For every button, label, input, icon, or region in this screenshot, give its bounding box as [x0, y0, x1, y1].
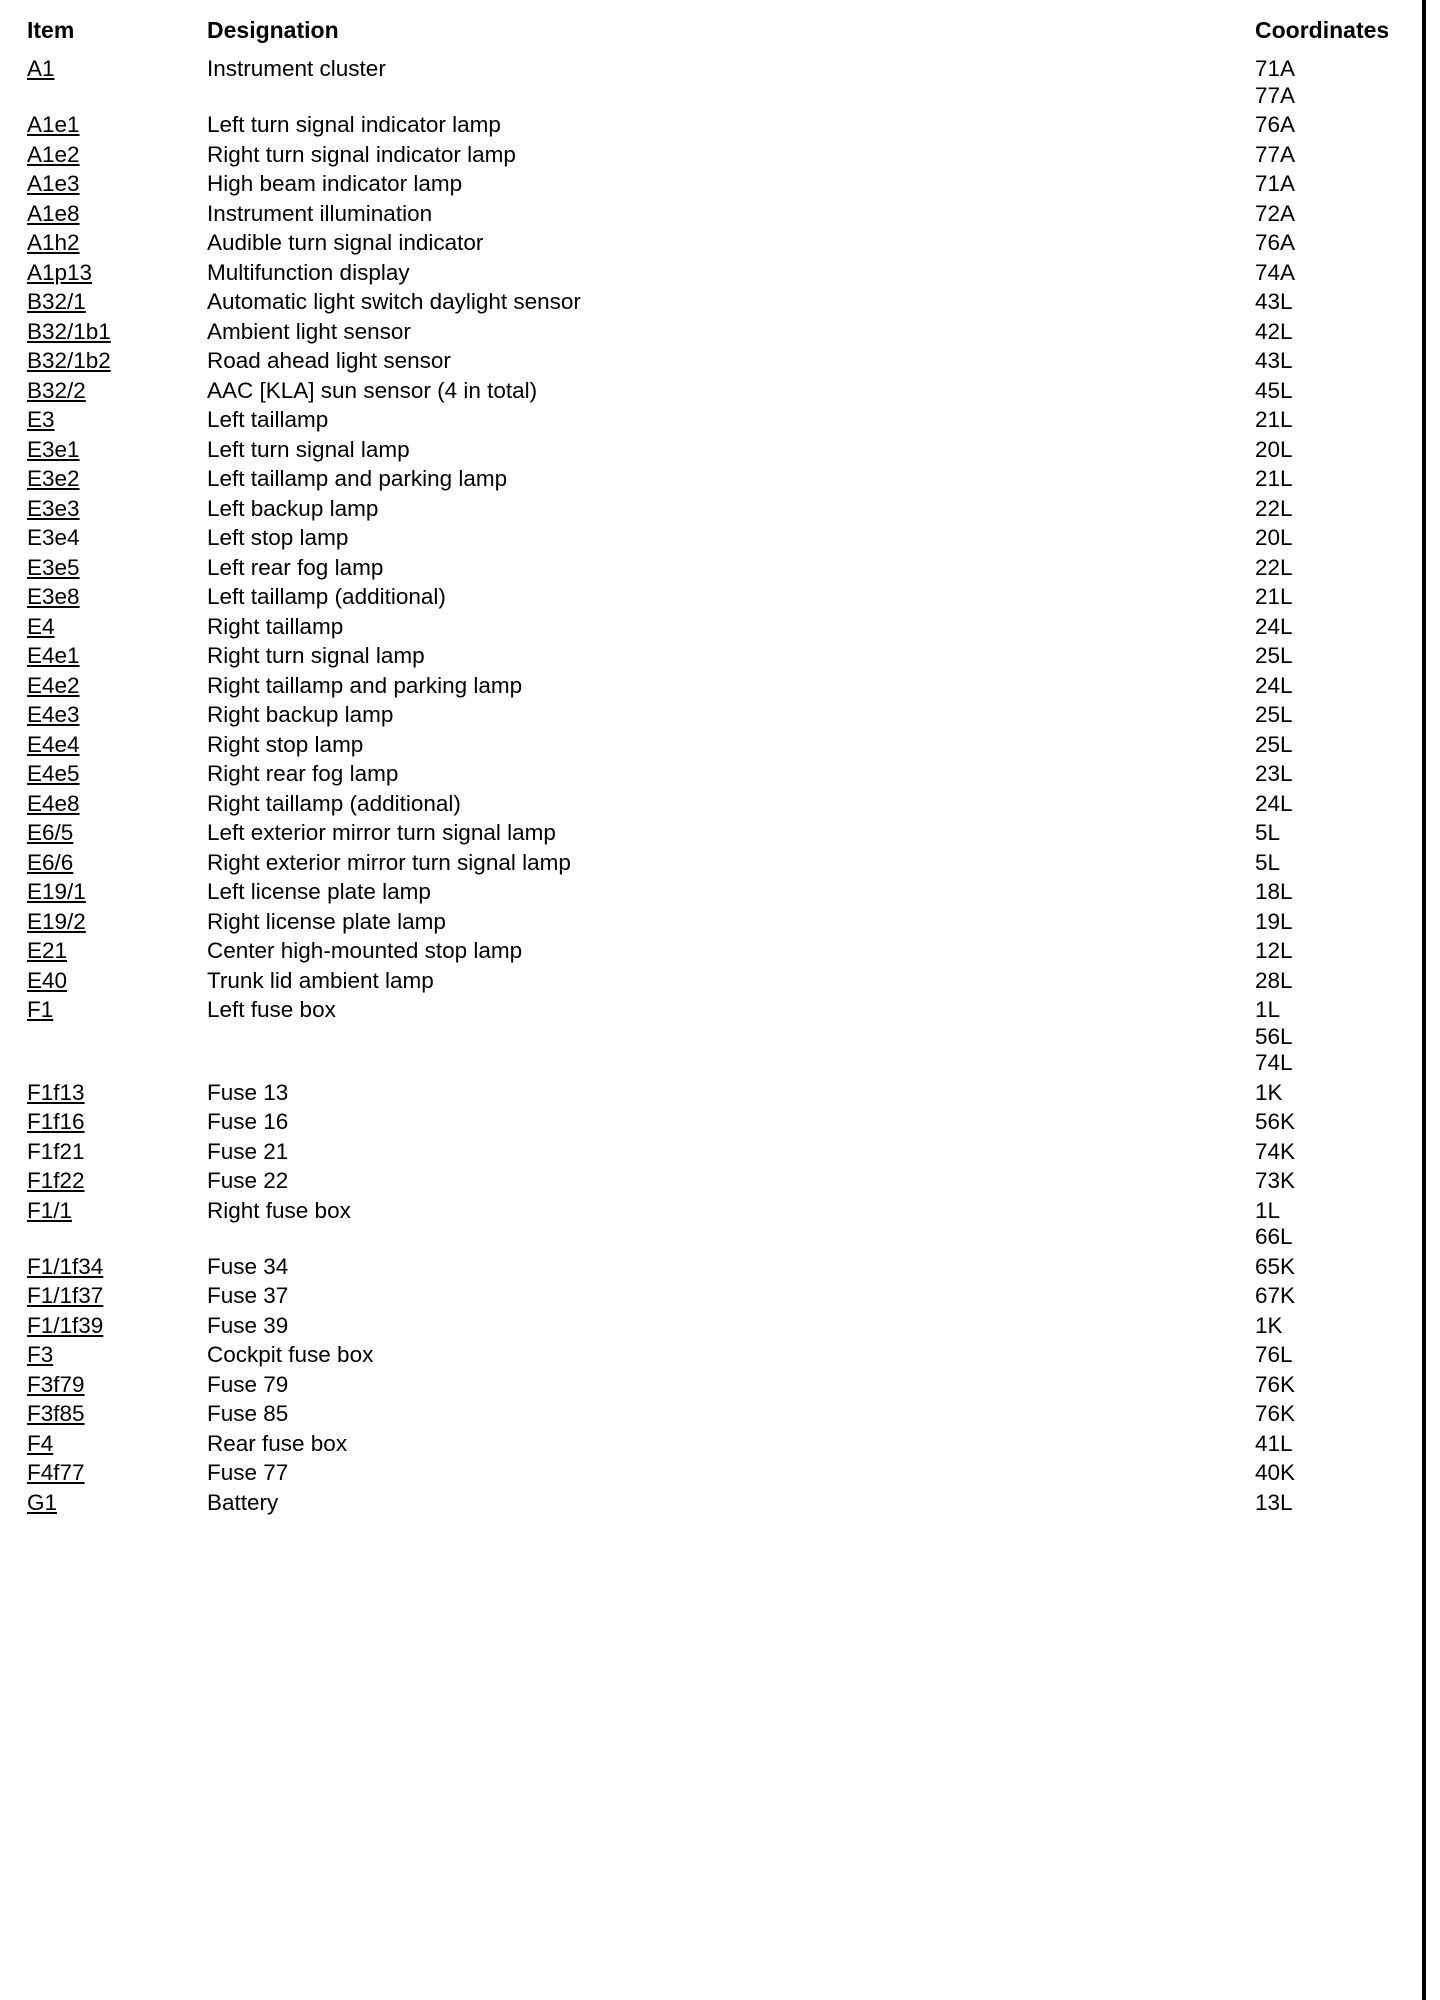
designation-cell: Fuse 22 — [207, 1168, 289, 1193]
table-row — [27, 729, 1417, 759]
table-row — [27, 581, 1417, 611]
designation-cell: Fuse 34 — [207, 1253, 289, 1279]
designation-cell: Automatic light switch daylight sensor — [207, 289, 581, 314]
table-row — [27, 817, 1417, 847]
coordinates-cell — [1255, 1460, 1417, 1487]
coordinate-value: 41L — [1255, 1430, 1293, 1456]
designation-cell: Trunk lid ambient lamp — [207, 967, 434, 993]
item-cell — [27, 1168, 207, 1195]
item-link: E3e4 — [27, 525, 80, 550]
coordinates-cell — [1255, 201, 1417, 228]
table-row — [27, 1195, 1417, 1251]
designation-cell: Left taillamp — [207, 407, 329, 432]
table-row — [27, 286, 1417, 316]
item-link[interactable]: E3e8 — [27, 584, 80, 609]
item-cell — [27, 407, 207, 434]
item-link: F1f21 — [27, 1138, 85, 1164]
item-link[interactable]: A1e8 — [27, 200, 80, 226]
coordinates-cell — [1255, 171, 1417, 198]
table-row — [27, 1280, 1417, 1310]
table-row — [27, 758, 1417, 788]
designation-cell: Right taillamp (additional) — [207, 790, 461, 816]
coordinate-value: 25L — [1255, 702, 1293, 727]
item-cell — [27, 112, 207, 139]
item-link[interactable]: F1/1f37 — [27, 1283, 104, 1308]
designation-cell: Left turn signal indicator lamp — [207, 112, 501, 137]
designation-cell: Left license plate lamp — [207, 879, 431, 904]
coordinates-cell — [1255, 112, 1417, 139]
coordinate-value: 21L — [1255, 584, 1293, 609]
item-link[interactable]: A1h2 — [27, 230, 80, 255]
table-row — [27, 1339, 1417, 1369]
item-cell — [27, 1431, 207, 1458]
coordinate-value: 76K — [1255, 1401, 1296, 1426]
table-row — [27, 345, 1417, 375]
coordinate-value: 67K — [1255, 1283, 1296, 1308]
designation-cell: Road ahead light sensor — [207, 348, 451, 373]
item-link[interactable]: B32/1 — [27, 289, 86, 314]
coordinates-cell — [1255, 909, 1417, 936]
item-cell — [27, 230, 207, 257]
item-link[interactable]: B32/1b2 — [27, 348, 111, 373]
designation-cell: Cockpit fuse box — [207, 1342, 374, 1367]
designation-cell: Rear fuse box — [207, 1430, 348, 1456]
coordinate-value: 74L — [1255, 1050, 1293, 1075]
table-row — [27, 109, 1417, 139]
item-link[interactable]: A1e2 — [27, 141, 80, 167]
item-link[interactable]: A1e3 — [27, 171, 80, 196]
coordinate-value: 65K — [1255, 1253, 1296, 1279]
coordinates-cell — [1255, 319, 1417, 346]
item-cell — [27, 348, 207, 375]
item-link[interactable]: E3e2 — [27, 466, 80, 491]
item-cell — [27, 732, 207, 759]
coordinates-cell — [1255, 820, 1417, 847]
coordinates-cell — [1255, 1372, 1417, 1399]
designation-cell: Right exterior mirror turn signal lamp — [207, 849, 571, 875]
designation-cell: Left fuse box — [207, 997, 336, 1022]
designation-cell: Left stop lamp — [207, 525, 349, 550]
item-cell — [27, 1460, 207, 1487]
coordinate-value: 71A — [1255, 171, 1296, 196]
item-link[interactable]: E4 — [27, 613, 55, 639]
item-cell — [27, 466, 207, 493]
item-cell — [27, 1198, 207, 1225]
table-row — [27, 522, 1417, 552]
item-cell — [27, 879, 207, 906]
coordinate-value: 40K — [1255, 1460, 1296, 1485]
designation-cell: Fuse 77 — [207, 1460, 289, 1485]
coordinate-value: 5L — [1255, 820, 1281, 845]
coordinate-value: 76A — [1255, 230, 1296, 255]
item-cell — [27, 496, 207, 523]
item-cell — [27, 437, 207, 464]
coordinate-value: 45L — [1255, 377, 1293, 403]
designation-cell: Right turn signal indicator lamp — [207, 141, 516, 167]
item-cell — [27, 525, 207, 552]
designation-cell: Left taillamp and parking lamp — [207, 466, 508, 491]
table-row — [27, 316, 1417, 346]
table-row — [27, 463, 1417, 493]
coordinate-value: 74A — [1255, 259, 1296, 285]
designation-cell: Right rear fog lamp — [207, 761, 399, 786]
designation-cell: Battery — [207, 1489, 279, 1515]
designation-cell: Left turn signal lamp — [207, 436, 410, 462]
table-row — [27, 434, 1417, 464]
item-link[interactable]: B32/2 — [27, 377, 86, 403]
item-link[interactable]: E19/2 — [27, 908, 86, 934]
item-cell — [27, 171, 207, 198]
table-row — [27, 965, 1417, 995]
coordinate-value: 77A — [1255, 82, 1296, 108]
item-link[interactable]: E6/5 — [27, 820, 74, 845]
designation-cell: Fuse 85 — [207, 1401, 289, 1426]
designation-cell: Fuse 37 — [207, 1283, 289, 1308]
designation-cell: Right stop lamp — [207, 731, 364, 757]
coordinate-value: 19L — [1255, 908, 1293, 934]
coordinate-value: 22L — [1255, 554, 1293, 580]
table-row — [27, 404, 1417, 434]
designation-cell: Ambient light sensor — [207, 318, 411, 344]
item-link[interactable]: E3e3 — [27, 495, 80, 521]
table-row — [27, 1251, 1417, 1281]
coordinates-cell — [1255, 437, 1417, 464]
header-item: Item — [27, 17, 75, 43]
coordinates-cell — [1255, 1313, 1417, 1340]
coordinates-cell — [1255, 850, 1417, 877]
item-link[interactable]: F1f22 — [27, 1168, 85, 1193]
item-link[interactable]: G1 — [27, 1489, 58, 1515]
designation-cell: AAC [KLA] sun sensor (4 in total) — [207, 377, 538, 403]
item-link[interactable]: A1p13 — [27, 259, 93, 285]
coordinate-value: 56K — [1255, 1109, 1296, 1134]
item-cell — [27, 1490, 207, 1517]
coordinates-cell — [1255, 407, 1417, 434]
coordinate-value: 42L — [1255, 318, 1293, 344]
item-cell — [27, 938, 207, 965]
header-designation: Designation — [207, 17, 339, 43]
table-row — [27, 670, 1417, 700]
table-header — [27, 17, 1417, 53]
item-link[interactable]: F1/1f39 — [27, 1312, 104, 1338]
table-row — [27, 876, 1417, 906]
item-cell — [27, 260, 207, 287]
coordinate-value: 24L — [1255, 613, 1293, 639]
item-link[interactable]: F1/1f34 — [27, 1253, 104, 1279]
coordinates-cell — [1255, 732, 1417, 759]
designation-cell: Fuse 16 — [207, 1109, 289, 1134]
item-link[interactable]: F4f77 — [27, 1460, 85, 1485]
coordinates-cell — [1255, 968, 1417, 995]
coordinate-value: 43L — [1255, 348, 1293, 373]
coordinate-value: 77A — [1255, 141, 1296, 167]
table-row — [27, 53, 1417, 109]
item-cell — [27, 850, 207, 877]
coordinates-cell — [1255, 1168, 1417, 1195]
coordinate-value: 21L — [1255, 466, 1293, 491]
item-cell — [27, 673, 207, 700]
designation-cell: Instrument illumination — [207, 200, 433, 226]
item-link[interactable]: E3 — [27, 407, 55, 432]
table-row — [27, 375, 1417, 405]
coordinate-value: 24L — [1255, 790, 1293, 816]
designation-cell: Instrument cluster — [207, 56, 386, 81]
designation-cell: Right fuse box — [207, 1197, 351, 1223]
item-cell — [27, 1109, 207, 1136]
coordinates-cell — [1255, 1283, 1417, 1310]
item-cell — [27, 56, 207, 83]
table-body — [27, 53, 1417, 1516]
item-cell — [27, 1283, 207, 1310]
item-link[interactable]: E4e4 — [27, 731, 80, 757]
table-row — [27, 1487, 1417, 1517]
coordinates-cell — [1255, 1490, 1417, 1517]
designation-cell: Left taillamp (additional) — [207, 584, 446, 609]
table-row — [27, 493, 1417, 523]
item-cell — [27, 201, 207, 228]
designation-cell: Right taillamp and parking lamp — [207, 672, 523, 698]
component-table — [27, 17, 1417, 1516]
designation-cell: Fuse 79 — [207, 1371, 289, 1397]
item-link[interactable]: B32/1b1 — [27, 318, 111, 344]
item-link[interactable]: F4 — [27, 1430, 54, 1456]
designation-cell: Fuse 39 — [207, 1312, 289, 1338]
item-cell — [27, 555, 207, 582]
coordinate-value: 1K — [1255, 1312, 1283, 1338]
item-cell — [27, 968, 207, 995]
coordinates-cell — [1255, 378, 1417, 405]
table-row — [27, 1369, 1417, 1399]
table-row — [27, 1136, 1417, 1166]
table-row — [27, 1165, 1417, 1195]
coordinate-value: 76K — [1255, 1371, 1296, 1397]
item-cell — [27, 1080, 207, 1107]
item-link[interactable]: E40 — [27, 967, 68, 993]
coordinates-cell — [1255, 673, 1417, 700]
coordinates-cell — [1255, 496, 1417, 523]
designation-cell: Multifunction display — [207, 259, 410, 285]
item-link[interactable]: F3 — [27, 1342, 54, 1367]
item-cell — [27, 584, 207, 611]
table-row — [27, 257, 1417, 287]
table-row — [27, 1428, 1417, 1458]
item-link[interactable]: F1f13 — [27, 1079, 85, 1105]
item-cell — [27, 997, 207, 1024]
designation-cell: Left backup lamp — [207, 495, 379, 521]
coordinates-cell — [1255, 1401, 1417, 1428]
item-cell — [27, 820, 207, 847]
coordinates-cell — [1255, 525, 1417, 552]
designation-cell: High beam indicator lamp — [207, 171, 463, 196]
table-row — [27, 788, 1417, 818]
coordinate-value: 25L — [1255, 643, 1293, 668]
table-row — [27, 906, 1417, 936]
coordinate-value: 74K — [1255, 1138, 1296, 1164]
coordinate-value: 71A — [1255, 56, 1296, 81]
coordinates-cell — [1255, 938, 1417, 965]
item-link[interactable]: A1e1 — [27, 112, 80, 137]
table-row — [27, 640, 1417, 670]
coordinates-cell — [1255, 879, 1417, 906]
item-link[interactable]: E4e5 — [27, 761, 80, 786]
item-link[interactable]: E4e8 — [27, 790, 80, 816]
item-link[interactable]: E4e3 — [27, 702, 80, 727]
item-cell — [27, 1139, 207, 1166]
designation-cell: Center high-mounted stop lamp — [207, 938, 523, 963]
table-row — [27, 1457, 1417, 1487]
item-link[interactable]: F3f85 — [27, 1401, 85, 1426]
table-row — [27, 611, 1417, 641]
coordinate-value: 20L — [1255, 525, 1293, 550]
coordinates-cell — [1255, 584, 1417, 611]
item-cell — [27, 909, 207, 936]
coordinates-cell — [1255, 142, 1417, 169]
coordinate-value: 20L — [1255, 436, 1293, 462]
coordinate-value: 23L — [1255, 761, 1293, 786]
table-row — [27, 227, 1417, 257]
item-link[interactable]: E4e2 — [27, 672, 80, 698]
item-cell — [27, 1401, 207, 1428]
item-link[interactable]: A1 — [27, 56, 55, 81]
coordinates-cell — [1255, 1080, 1417, 1107]
item-cell — [27, 791, 207, 818]
coordinate-value: 1K — [1255, 1079, 1283, 1105]
coordinate-value: 73K — [1255, 1168, 1296, 1193]
item-cell — [27, 643, 207, 670]
coordinates-cell — [1255, 614, 1417, 641]
item-cell — [27, 319, 207, 346]
coordinate-value: 76A — [1255, 112, 1296, 137]
coordinates-cell — [1255, 1139, 1417, 1166]
coordinate-value: 21L — [1255, 407, 1293, 432]
table-row — [27, 139, 1417, 169]
designation-cell: Right backup lamp — [207, 702, 394, 727]
coordinates-cell — [1255, 1342, 1417, 1369]
table-row — [27, 935, 1417, 965]
coordinates-cell — [1255, 761, 1417, 788]
coordinate-value: 43L — [1255, 289, 1293, 314]
table-row — [27, 699, 1417, 729]
item-cell — [27, 761, 207, 788]
coordinates-cell — [1255, 1109, 1417, 1136]
item-link[interactable]: E6/6 — [27, 849, 74, 875]
coordinate-value: 28L — [1255, 967, 1293, 993]
item-link[interactable]: E4e1 — [27, 643, 80, 668]
table-row — [27, 1398, 1417, 1428]
coordinate-value: 5L — [1255, 849, 1281, 875]
table-row — [27, 198, 1417, 228]
table-row — [27, 1310, 1417, 1340]
coordinates-cell — [1255, 1198, 1417, 1251]
coordinate-value: 18L — [1255, 879, 1293, 904]
table-row — [27, 552, 1417, 582]
coordinates-cell — [1255, 791, 1417, 818]
item-cell — [27, 702, 207, 729]
coordinates-cell — [1255, 289, 1417, 316]
coordinates-cell — [1255, 555, 1417, 582]
item-cell — [27, 1342, 207, 1369]
item-link[interactable]: E3e5 — [27, 554, 80, 580]
coordinate-value: 1L — [1255, 997, 1281, 1022]
coordinate-value: 1L — [1255, 1197, 1281, 1223]
coordinates-cell — [1255, 997, 1417, 1077]
designation-cell: Right license plate lamp — [207, 908, 446, 934]
designation-cell: Fuse 21 — [207, 1138, 289, 1164]
table-row — [27, 168, 1417, 198]
item-link[interactable]: E3e1 — [27, 436, 80, 462]
coordinate-value: 22L — [1255, 495, 1293, 521]
coordinate-value: 72A — [1255, 200, 1296, 226]
right-border-rule — [1422, 0, 1426, 2000]
coordinates-cell — [1255, 1254, 1417, 1281]
item-cell — [27, 1372, 207, 1399]
designation-cell: Left rear fog lamp — [207, 554, 384, 580]
coordinates-cell — [1255, 643, 1417, 670]
coordinate-value: 76L — [1255, 1342, 1293, 1367]
designation-cell: Left exterior mirror turn signal lamp — [207, 820, 556, 845]
coordinate-value: 56L — [1255, 1023, 1293, 1049]
table-row — [27, 1106, 1417, 1136]
item-link[interactable]: F1f16 — [27, 1109, 85, 1134]
item-link[interactable]: F1/1 — [27, 1197, 73, 1223]
coordinates-cell — [1255, 702, 1417, 729]
table-row — [27, 1077, 1417, 1107]
item-link[interactable]: E19/1 — [27, 879, 86, 904]
coordinates-cell — [1255, 348, 1417, 375]
item-cell — [27, 289, 207, 316]
coordinate-value: 24L — [1255, 672, 1293, 698]
coordinate-value: 66L — [1255, 1224, 1293, 1249]
item-link[interactable]: F3f79 — [27, 1371, 85, 1397]
coordinates-cell — [1255, 466, 1417, 493]
coordinates-cell — [1255, 1431, 1417, 1458]
coordinate-value: 25L — [1255, 731, 1293, 757]
coordinates-cell — [1255, 260, 1417, 287]
coordinate-value: 12L — [1255, 938, 1293, 963]
coordinate-value: 13L — [1255, 1489, 1293, 1515]
header-coordinates: Coordinates — [1255, 17, 1390, 43]
designation-cell: Audible turn signal indicator — [207, 230, 484, 255]
table-row — [27, 994, 1417, 1077]
designation-cell: Fuse 13 — [207, 1079, 289, 1105]
item-link[interactable]: F1 — [27, 997, 54, 1022]
item-cell — [27, 1254, 207, 1281]
item-link[interactable]: E21 — [27, 938, 68, 963]
item-cell — [27, 378, 207, 405]
designation-cell: Right taillamp — [207, 613, 344, 639]
coordinates-cell — [1255, 230, 1417, 257]
table-row — [27, 847, 1417, 877]
item-cell — [27, 1313, 207, 1340]
designation-cell: Right turn signal lamp — [207, 643, 425, 668]
item-cell — [27, 614, 207, 641]
item-cell — [27, 142, 207, 169]
coordinates-cell — [1255, 56, 1417, 109]
